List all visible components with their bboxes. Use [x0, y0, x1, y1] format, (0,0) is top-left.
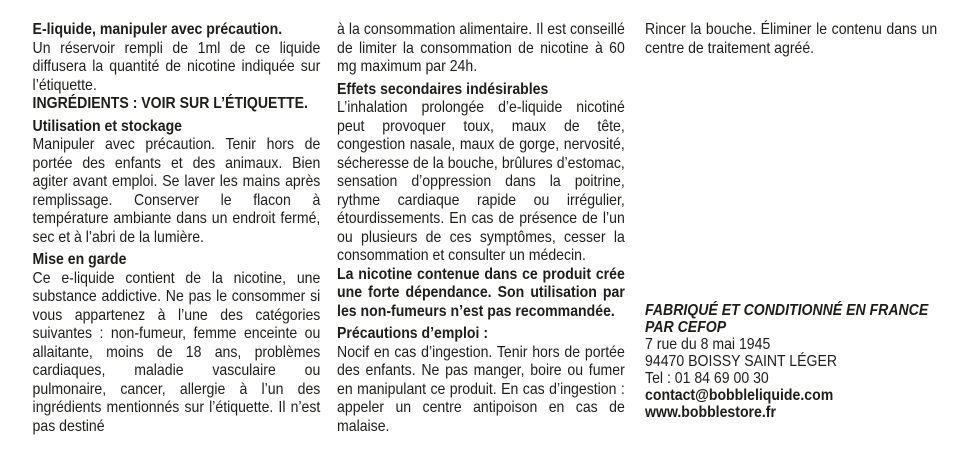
handling-text: Un réservoir rempli de 1ml de ce liquide diffusera la quantité de nicotine indiquée sur l’étiquette. [32, 39, 321, 94]
ingredients-line: INGRÉDIENTS : VOIR SUR L’ÉTIQUETTE. [32, 95, 308, 112]
email-address: contact@bobbleliquide.com [645, 387, 834, 404]
column-middle [337, 21, 625, 436]
precautions-text: Nocif en cas d’ingestion. Tenir hors de portée des enfants. Ne pas manger, boire ou fumer en manipulant ce produit. En cas d’ingestion : appeler un centre antipoison en cas de malaise. [337, 343, 625, 435]
street-address: 7 rue du 8 mai 1945 [645, 336, 771, 353]
side-effects-heading: Effets secondaires indésirables [337, 80, 549, 98]
warning-heading: Mise en garde [32, 251, 127, 268]
side-effects-text: L’inhalation prolongée d’e-liquide nicotiné peut provoquer toux, maux de tête, congestion nasale, maux de gorge, nervosité, sécheresse de la bouche, brûlures d’estomac, sensation d’oppression dans la poitrine, rythme cardiaque rapide ou irrégulier, étourdissements. En cas de présence de l’un ou plusieurs de ces symptômes, cesser la consommation et consulter un médecin. [337, 99, 625, 264]
city-address: 94470 BOISSY SAINT LÉGER [645, 353, 838, 370]
column-left [33, 21, 321, 436]
website-url: www.bobblestore.fr [645, 404, 776, 421]
handling-title: E-liquide, manipuler avec précaution. [32, 21, 283, 38]
storage-heading: Utilisation et stockage [32, 117, 183, 135]
rinse-text: Rincer la bouche. Éliminer le contenu dans un centre de traitement agréé. [645, 21, 938, 57]
manufacturer-block [645, 302, 937, 421]
column-right [645, 21, 938, 421]
storage-text: Manipuler avec précaution. Tenir hors de portée des enfants et des animaux. Bien agiter avant emploi. Se laver les mains après remplissage. Conserver le flacon à température ambiante dans un endroit fermé, sec et à l’abri de la lumière. [32, 136, 321, 246]
precautions-heading: Précautions d’emploi : [337, 325, 489, 342]
company-line: PAR CEFOP [645, 319, 727, 336]
addiction-notice: La nicotine contenue dans ce produit crée une forte dépendance. Son utilisation par les non-fumeurs n’est pas recommandée. [337, 265, 625, 320]
warning-text: Ce e-liquide contient de la nicotine, une substance addictive. Ne pas le consommer si vous appartenez à l’une des catégories suivantes : non-fumeur, femme enceinte ou allaitante, moins de 18 ans, problèmes cardiaques, maladie vasculaire ou pulmonaire, cancer, allergie à l’un des ingrédients mentionnés sur l’étiquette. Il n’est pas destiné [32, 269, 321, 435]
warning-text-continued: à la consommation alimentaire. Il est conseillé de limiter la consommation de nicotine à 60 mg maximum par 24h. [337, 21, 625, 75]
phone-number: Tel : 01 84 69 00 30 [645, 370, 769, 387]
made-in-line: FABRIQUÉ ET CONDITIONNÉ EN FRANCE [645, 302, 929, 319]
